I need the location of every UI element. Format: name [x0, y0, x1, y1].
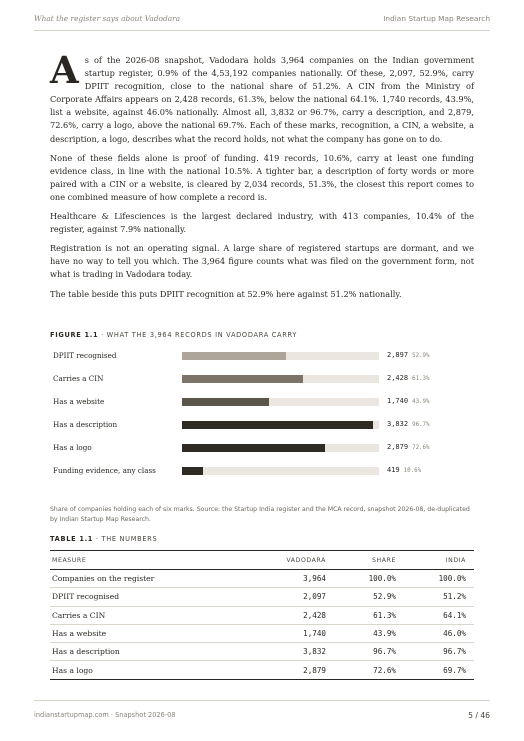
bar [182, 398, 269, 406]
figure-caption [50, 331, 297, 339]
cell-measure: DPIIT recognised [50, 588, 264, 606]
paragraph-1-text: s of the 2026-08 snapshot, Vadodara holds 3,964 companies on the Indian government startup register, 0.9% of the 4,53,192 companies nationally. Of these, 2,097, 52.9%, carry DPIIT recognition, close to the national share of 51.2%. A CIN from the Ministry of Corporate Affairs appears on 2,428 records, 61.3%, below the national 64.1%. 1,740 records, 43.9%, list a website, against 46.0% nationally. Almost all, 3,832 or 96.7%, carry a description, and 2,879, 72.6%, carry a logo, above the national 69.7%. Each of these marks, recognition, a CIN, a website, a description, a logo, describes what the record holds, not what the company has gone on to do. [50, 55, 474, 144]
bar-track [182, 375, 379, 383]
bar-label: Funding evidence, any class [53, 466, 156, 475]
paragraph-4: Registration is not an operating signal. A large share of registered startups are dormant, and we have no way to tell you which. The 3,964 figure counts what was filed on the government form, not what is trading in Vadodara today. [50, 243, 474, 280]
bar-value-label [387, 351, 430, 359]
bar-count: 2,428 [387, 373, 409, 382]
drop-cap: A [50, 48, 79, 92]
figure-label: FIGURE 1.1 [50, 331, 99, 339]
cell-share: 72.6% [334, 661, 404, 679]
header-rule [34, 30, 490, 31]
bar-label: Has a description [53, 420, 118, 429]
cell-india: 64.1% [404, 606, 474, 624]
running-header-publisher: Indian Startup Map Research [383, 14, 490, 23]
page-number: 5 / 46 [468, 711, 490, 720]
bar-value-label [387, 420, 430, 428]
bar-percent: 61.3% [412, 375, 430, 382]
cell-india: 100.0% [404, 570, 474, 588]
bar-label: DPIIT recognised [53, 351, 117, 360]
bar-track [182, 421, 379, 429]
bar-track [182, 352, 379, 360]
cell-vadodara: 3,832 [264, 643, 334, 661]
bar-row [50, 370, 474, 390]
bar [182, 421, 373, 429]
bar [182, 375, 303, 383]
bar-label: Carries a CIN [53, 374, 104, 383]
bar-percent: 96.7% [412, 421, 430, 428]
cell-measure: Has a description [50, 643, 264, 661]
table-label: TABLE 1.1 [50, 535, 94, 543]
bar-row [50, 439, 474, 459]
running-header [34, 14, 490, 23]
bar-row [50, 462, 474, 482]
table-header-row [50, 551, 474, 570]
paragraph-1 [50, 48, 474, 146]
footer-rule [34, 700, 490, 701]
column-header-share: SHARE [334, 551, 404, 570]
figure-source-note: Share of companies holding each of six marks. Source: the Startup India register and the MCA record, snapshot 2026-08, de-duplicated by Indian Startup Map Research. [50, 506, 470, 523]
cell-vadodara: 2,879 [264, 661, 334, 679]
cell-share: 96.7% [334, 643, 404, 661]
cell-measure: Carries a CIN [50, 606, 264, 624]
bar-percent: 43.9% [412, 398, 430, 405]
bar-count: 419 [387, 465, 400, 474]
column-header-vadodara: VADODARA [264, 551, 334, 570]
cell-vadodara: 3,964 [264, 570, 334, 588]
page-footer [34, 711, 490, 720]
body-text [50, 48, 474, 307]
paragraph-3: Healthcare & Lifesciences is the largest declared industry, with 413 companies, 10.4% of the register, against 7.9% nationally. [50, 211, 474, 235]
bar-count: 2,879 [387, 442, 409, 451]
bar-row [50, 416, 474, 436]
cell-share: 52.9% [334, 588, 404, 606]
bar-percent: 52.9% [412, 352, 430, 359]
bar-value-label [387, 374, 430, 382]
bar-count: 1,740 [387, 396, 409, 405]
bar-track [182, 467, 379, 475]
bar-row [50, 393, 474, 413]
paragraph-5: The table beside this puts DPIIT recognition at 52.9% here against 51.2% nationally. [50, 288, 402, 299]
cell-india: 69.7% [404, 661, 474, 679]
bar-label: Has a logo [53, 443, 92, 452]
table-row [50, 643, 474, 661]
bar-percent: 72.6% [412, 444, 430, 451]
cell-vadodara: 2,097 [264, 588, 334, 606]
bar-count: 3,832 [387, 419, 409, 428]
cell-share: 43.9% [334, 624, 404, 642]
bar-value-label [387, 397, 430, 405]
bar [182, 352, 286, 360]
cell-share: 61.3% [334, 606, 404, 624]
cell-share: 100.0% [334, 570, 404, 588]
column-header-measure: MEASURE [50, 551, 264, 570]
numbers-table [50, 550, 474, 680]
table-row [50, 661, 474, 679]
cell-vadodara: 2,428 [264, 606, 334, 624]
bar-value-label [387, 443, 430, 451]
column-header-india: INDIA [404, 551, 474, 570]
table-caption [50, 535, 157, 543]
bar-row [50, 347, 474, 367]
paragraph-2: None of these fields alone is proof of funding. 419 records, 10.6%, carry at least one funding evidence class, in line with the national 10.5%. A tighter bar, a description of forty words or more paired with a CIN or a website, is cleared by 2,034 records, 51.3%, the closest this report comes to one combined measure of how complete a record is. [50, 152, 474, 202]
bar-chart [50, 347, 474, 497]
cell-india: 96.7% [404, 643, 474, 661]
bar-track [182, 398, 379, 406]
cell-measure: Companies on the register [50, 570, 264, 588]
bar-count: 2,897 [387, 350, 409, 359]
table-row [50, 570, 474, 588]
table-title: · THE NUMBERS [93, 535, 158, 543]
figure-title: · WHAT THE 3,964 RECORDS IN VADODARA CARRY [98, 331, 298, 339]
bar-value-label [387, 466, 421, 474]
bar-track [182, 444, 379, 452]
cell-vadodara: 1,740 [264, 624, 334, 642]
running-header-title: What the register says about Vadodara [34, 14, 181, 23]
cell-india: 51.2% [404, 588, 474, 606]
cell-measure: Has a website [50, 624, 264, 642]
footer-source: indianstartupmap.com · Snapshot 2026-08 [34, 711, 176, 719]
table-row [50, 588, 474, 606]
bar [182, 467, 203, 475]
table-row [50, 624, 474, 642]
bar-percent: 10.6% [403, 467, 422, 474]
table-row [50, 606, 474, 624]
cell-india: 46.0% [404, 624, 474, 642]
bar [182, 444, 325, 452]
bar-label: Has a website [53, 397, 105, 406]
cell-measure: Has a logo [50, 661, 264, 679]
